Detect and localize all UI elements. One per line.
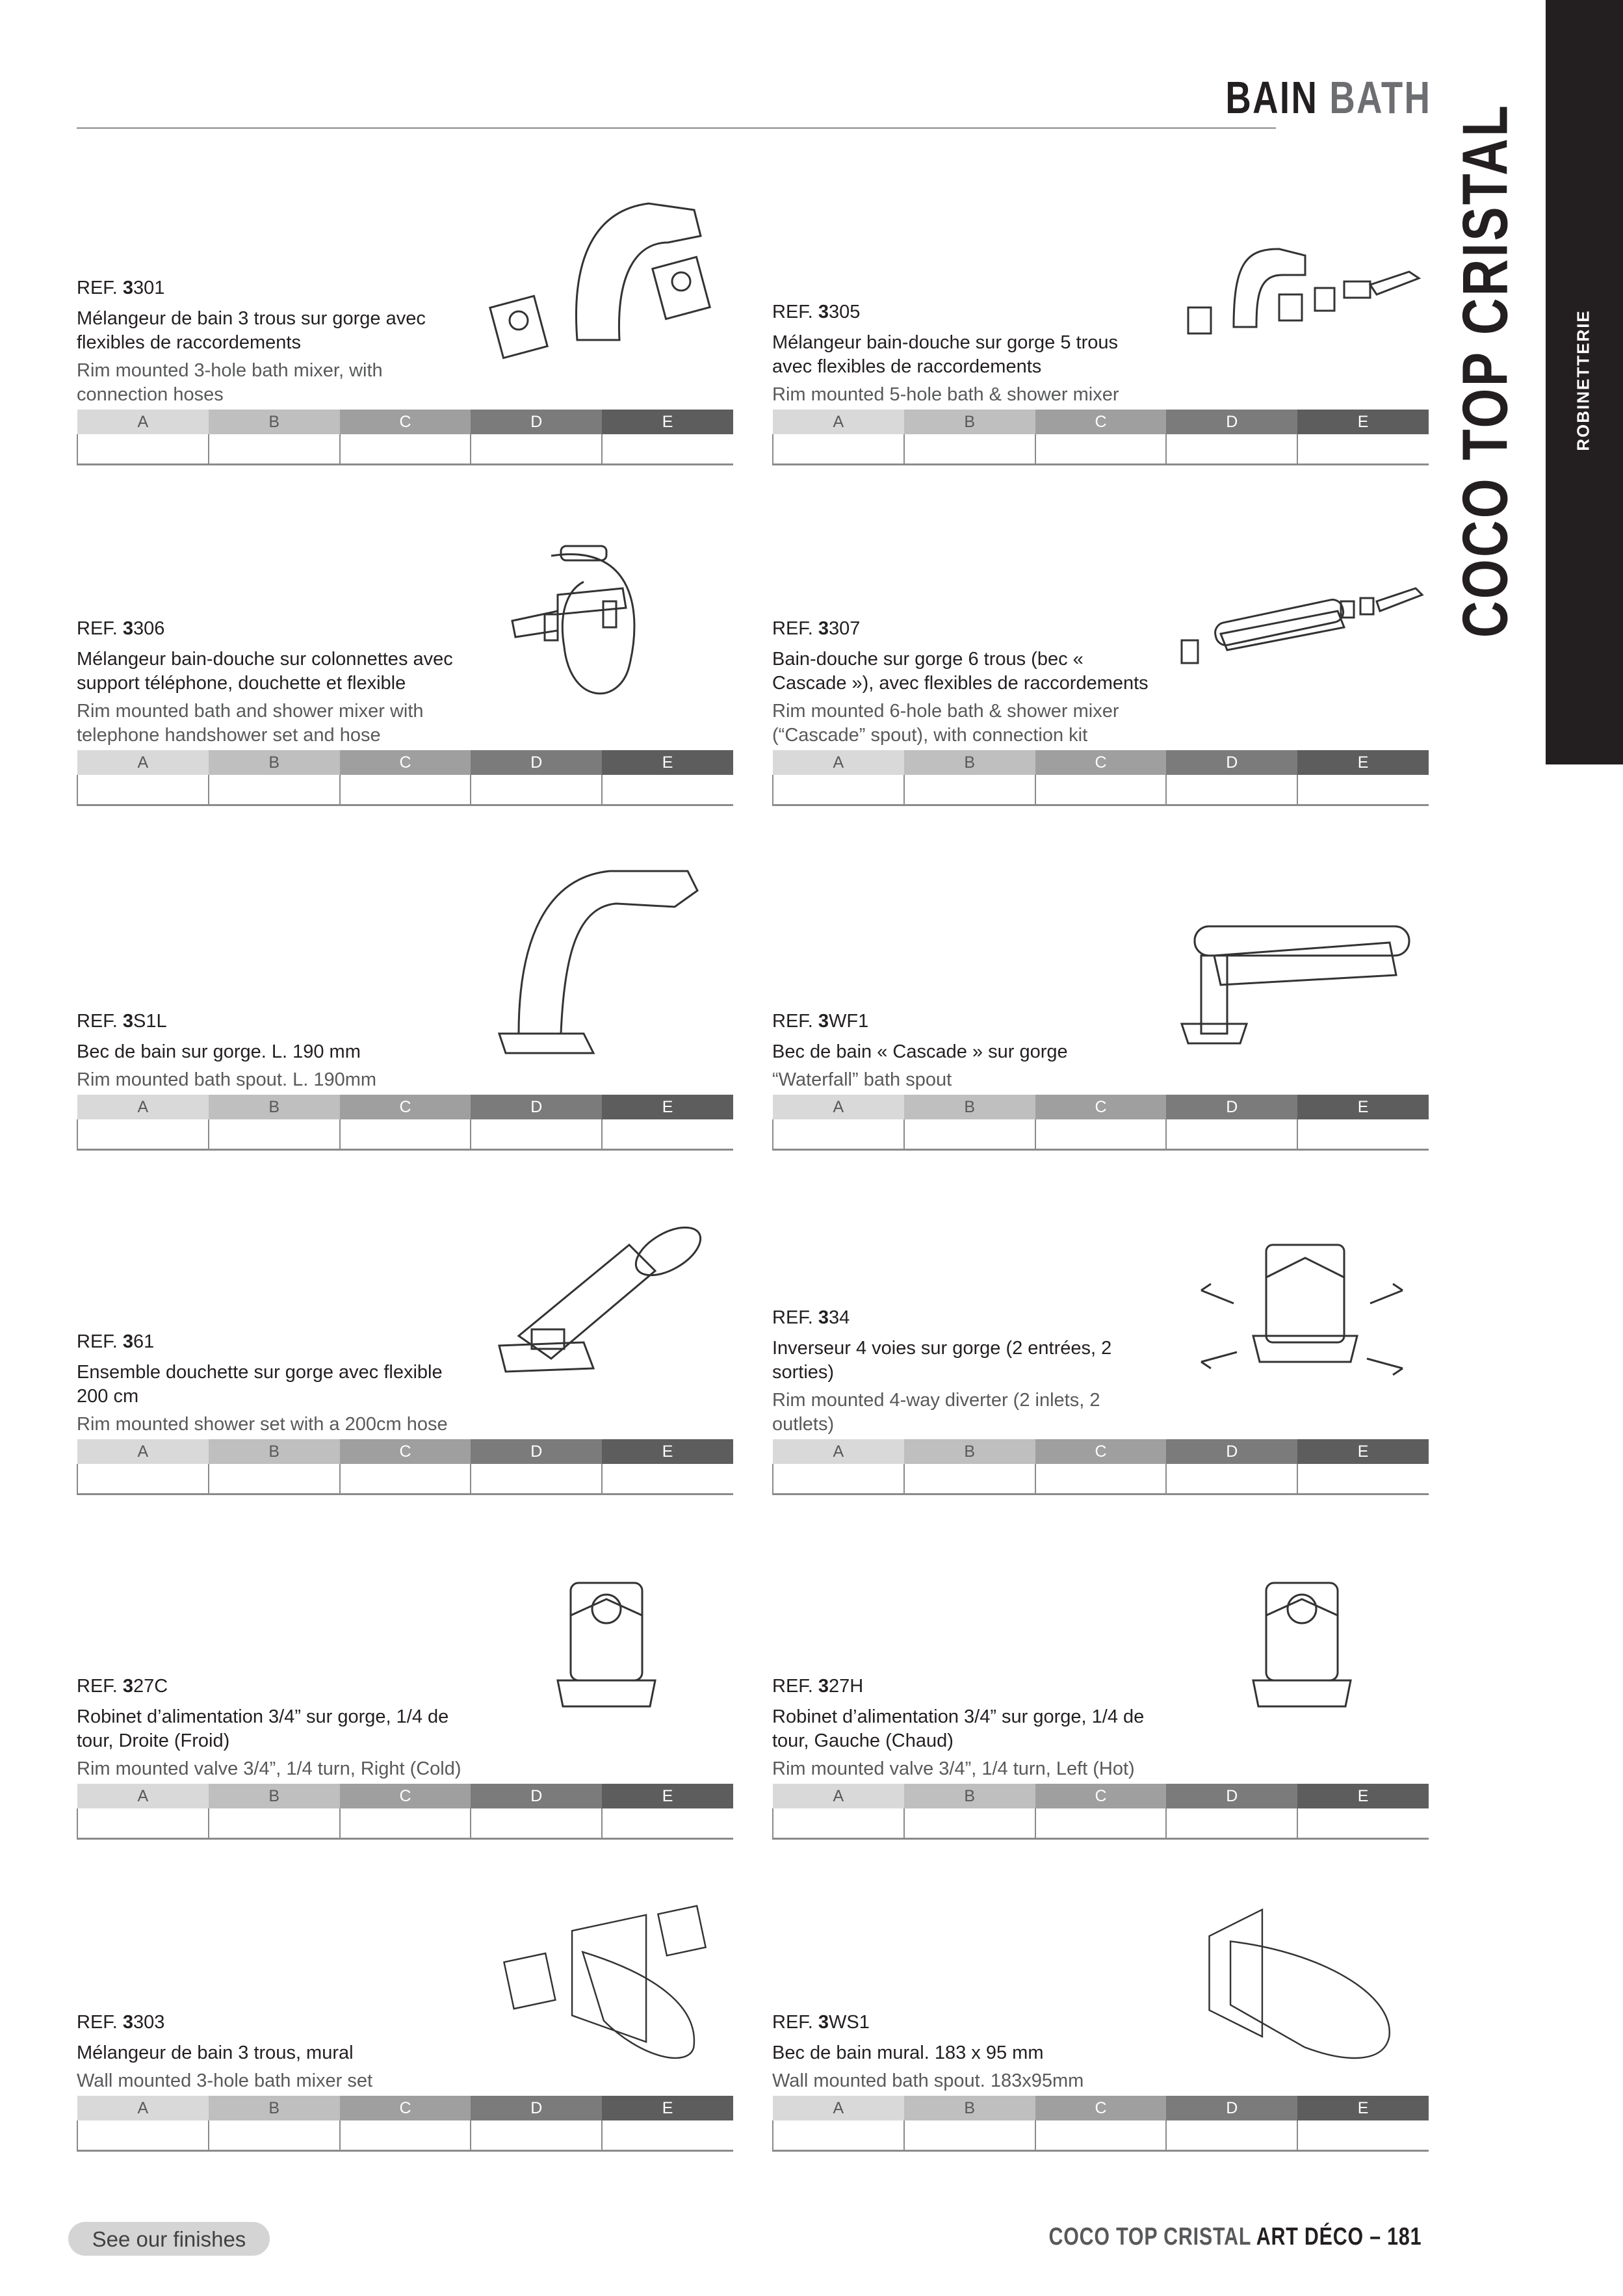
description-en: Rim mounted 3-hole bath mixer, with connection hoses (77, 360, 383, 405)
ref-label: REF. (772, 618, 818, 639)
finish-cell[interactable] (904, 434, 1035, 464)
description-fr: Mélangeur bain-douche sur gorge 5 trous avec flexibles de raccordements (772, 332, 1118, 377)
finish-header: B (209, 410, 340, 434)
finish-header: D (471, 750, 602, 775)
finish-cell[interactable] (471, 775, 602, 805)
finish-cell[interactable] (77, 2120, 209, 2150)
description-fr: Bec de bain mural. 183 x 95 mm (772, 2042, 1044, 2063)
finish-header: E (1297, 1439, 1429, 1464)
finish-header: A (773, 1439, 904, 1464)
product-card (77, 1888, 733, 2152)
ref-code: WS1 (829, 2012, 870, 2033)
ref-code: 61 (133, 1331, 155, 1352)
footer-collection: COCO TOP CRISTAL (1048, 2223, 1251, 2250)
finish-header: E (602, 750, 733, 775)
finish-cell[interactable] (602, 1464, 733, 1494)
ref-series: 3 (122, 618, 134, 639)
finish-cell[interactable] (602, 1119, 733, 1149)
finish-cell[interactable] (209, 775, 340, 805)
finish-cell[interactable] (340, 775, 471, 805)
finish-header: D (1166, 410, 1297, 434)
finish-cell[interactable] (1297, 434, 1429, 464)
ref-label: REF. (77, 618, 123, 639)
ref-series: 3 (122, 278, 134, 298)
ref-code: 34 (829, 1307, 850, 1328)
product-ref (77, 278, 467, 299)
collection-title: COCO TOP CRISTAL (1449, 103, 1521, 638)
ref-series: 3 (122, 2012, 134, 2033)
finish-header: B (209, 1439, 340, 1464)
description-en: Rim mounted valve 3/4”, 1/4 turn, Left (Hot) (772, 1758, 1135, 1779)
finish-header: D (1166, 1784, 1297, 1808)
finish-cell[interactable] (471, 1464, 602, 1494)
finish-cell[interactable] (1166, 1464, 1297, 1494)
finish-cell[interactable] (1035, 1808, 1167, 1838)
finish-table (77, 1784, 733, 1840)
description-en: Rim mounted 4-way diverter (2 inlets, 2 outlets) (772, 1390, 1100, 1435)
finish-cell[interactable] (340, 1119, 471, 1149)
telephone-shower-mixer-icon (480, 501, 733, 728)
finish-header: E (1297, 2096, 1429, 2120)
finish-cell[interactable] (1035, 1119, 1167, 1149)
product-description (772, 1676, 1162, 1781)
finish-cell[interactable] (773, 1119, 904, 1149)
description-fr: Robinet d’alimentation 3/4” sur gorge, 1/4 de tour, Gauche (Chaud) (772, 1706, 1145, 1751)
ref-label: REF. (77, 1011, 123, 1032)
ref-code: WF1 (829, 1011, 869, 1032)
finish-cell[interactable] (773, 775, 904, 805)
ref-code: 27C (133, 1676, 168, 1697)
ref-label: REF. (77, 1676, 123, 1697)
description-en: Rim mounted shower set with a 200cm hose (77, 1414, 448, 1435)
finish-header: A (77, 1439, 209, 1464)
finish-cell[interactable] (340, 434, 471, 464)
product-card (772, 845, 1429, 1151)
finish-table (77, 2096, 733, 2152)
ref-code: 303 (133, 2012, 165, 2033)
finish-cell[interactable] (471, 1808, 602, 1838)
product-card (772, 1888, 1429, 2152)
finish-cell[interactable] (77, 1464, 209, 1494)
ref-label: REF. (772, 1307, 818, 1328)
page-title-en: BATH (1329, 72, 1431, 123)
page-title-fr: BAIN (1225, 72, 1318, 123)
handshower-set-icon (480, 1190, 733, 1417)
finish-header: C (340, 1439, 471, 1464)
page-footer (1048, 2223, 1422, 2251)
finish-cell[interactable] (1297, 1119, 1429, 1149)
product-ref (77, 1676, 467, 1697)
finish-header: D (471, 1439, 602, 1464)
finish-table (772, 1439, 1429, 1495)
finish-header: A (773, 1784, 904, 1808)
finish-header: E (602, 1095, 733, 1119)
description-fr: Mélangeur de bain 3 trous, mural (77, 2042, 354, 2063)
finish-cell[interactable] (209, 2120, 340, 2150)
finish-header: E (602, 410, 733, 434)
finish-cell[interactable] (340, 2120, 471, 2150)
product-description (772, 1011, 1162, 1092)
product-description (772, 618, 1162, 748)
ref-code: 307 (829, 618, 861, 639)
ref-series: 3 (818, 2012, 829, 2033)
description-en: Rim mounted bath spout. L. 190mm (77, 1069, 377, 1090)
finish-cell[interactable] (209, 1808, 340, 1838)
finish-cell[interactable] (1166, 1119, 1297, 1149)
product-ref (772, 1676, 1162, 1697)
page-number: – 181 (1369, 2223, 1422, 2250)
finish-cell[interactable] (1166, 2120, 1297, 2150)
finish-header: E (602, 1784, 733, 1808)
ref-code: 306 (133, 618, 165, 639)
product-description (77, 2012, 467, 2093)
finish-cell[interactable] (1297, 1808, 1429, 1838)
finish-header: B (904, 750, 1035, 775)
finish-header: B (209, 750, 340, 775)
ref-label: REF. (772, 2012, 818, 2033)
finish-header: A (773, 1095, 904, 1119)
finish-header: C (1035, 1095, 1167, 1119)
finish-cell[interactable] (340, 1464, 471, 1494)
product-card (77, 501, 733, 806)
finish-header: A (773, 750, 904, 775)
ref-label: REF. (772, 1011, 818, 1032)
description-fr: Bain-douche sur gorge 6 trous (bec « Cascade »), avec flexibles de raccordements (772, 649, 1149, 694)
finish-cell[interactable] (904, 775, 1035, 805)
valve-icon (1175, 1534, 1429, 1762)
finish-header: E (1297, 1784, 1429, 1808)
finish-cell[interactable] (904, 1119, 1035, 1149)
product-description (77, 278, 467, 407)
finish-header: E (602, 1439, 733, 1464)
bath-spout-icon (480, 845, 733, 1073)
finish-cell[interactable] (602, 434, 733, 464)
ref-code: 301 (133, 278, 165, 298)
product-description (772, 2012, 1162, 2093)
finish-cell[interactable] (773, 2120, 904, 2150)
finish-header: D (471, 410, 602, 434)
finish-cell[interactable] (77, 434, 209, 464)
product-ref (772, 2012, 1162, 2033)
finish-cell[interactable] (471, 434, 602, 464)
finish-table (772, 1095, 1429, 1151)
finish-header: D (471, 1095, 602, 1119)
finish-cell[interactable] (602, 1808, 733, 1838)
description-en: Rim mounted valve 3/4”, 1/4 turn, Right (Cold) (77, 1758, 461, 1779)
ref-series: 3 (122, 1331, 134, 1352)
product-ref (77, 618, 467, 640)
ref-label: REF. (77, 1331, 123, 1352)
finish-cell[interactable] (1166, 434, 1297, 464)
finish-table (772, 410, 1429, 465)
description-en: “Waterfall” bath spout (772, 1069, 952, 1090)
finish-cell[interactable] (602, 2120, 733, 2150)
finish-header: B (904, 2096, 1035, 2120)
finish-header: C (340, 1095, 471, 1119)
finish-cell[interactable] (904, 2120, 1035, 2150)
finish-header: D (471, 1784, 602, 1808)
finish-header: B (904, 410, 1035, 434)
finish-header: B (209, 1784, 340, 1808)
finish-table (772, 750, 1429, 806)
finish-header: D (471, 2096, 602, 2120)
description-fr: Bec de bain sur gorge. L. 190 mm (77, 1041, 361, 1062)
finish-cell[interactable] (1035, 1464, 1167, 1494)
ref-series: 3 (818, 1307, 829, 1328)
description-fr: Inverseur 4 voies sur gorge (2 entrées, 2 sorties) (772, 1338, 1112, 1383)
5-hole-bath-shower-mixer-icon (1175, 163, 1429, 387)
finish-header: D (1166, 750, 1297, 775)
footer-style: ART DÉCO (1256, 2223, 1364, 2250)
finish-cell[interactable] (209, 1119, 340, 1149)
finish-header: D (1166, 1439, 1297, 1464)
finish-header: C (1035, 410, 1167, 434)
finish-header: C (1035, 2096, 1167, 2120)
finish-cell[interactable] (1035, 2120, 1167, 2150)
product-card (77, 163, 733, 465)
finish-table (77, 410, 733, 465)
ref-label: REF. (77, 2012, 123, 2033)
product-ref (772, 302, 1162, 323)
ref-series: 3 (122, 1676, 134, 1697)
finish-header: B (904, 1095, 1035, 1119)
wall-spout-icon (1175, 1888, 1429, 2074)
see-finishes-button[interactable]: See our finishes (68, 2222, 270, 2256)
description-en: Wall mounted 3-hole bath mixer set (77, 2070, 373, 2091)
ref-series: 3 (122, 1011, 134, 1032)
finish-header: E (602, 2096, 733, 2120)
finish-header: C (340, 410, 471, 434)
category-tab-label: ROBINETTERIE (1573, 309, 1593, 451)
ref-series: 3 (818, 1676, 829, 1697)
finish-cell[interactable] (77, 775, 209, 805)
header-divider (77, 127, 1276, 129)
wall-mounted-mixer-icon (480, 1888, 733, 2074)
ref-series: 3 (818, 302, 829, 322)
product-card (772, 501, 1429, 806)
finish-cell[interactable] (471, 1119, 602, 1149)
finish-header: C (340, 2096, 471, 2120)
finish-header: B (904, 1439, 1035, 1464)
description-fr: Mélangeur de bain 3 trous sur gorge avec flexibles de raccordements (77, 308, 426, 353)
product-card (772, 163, 1429, 465)
finish-header: E (1297, 750, 1429, 775)
finish-table (772, 2096, 1429, 2152)
finish-cell[interactable] (77, 1119, 209, 1149)
description-en: Rim mounted bath and shower mixer with telephone handshower set and hose (77, 701, 424, 746)
finish-cell[interactable] (1297, 2120, 1429, 2150)
ref-label: REF. (77, 278, 123, 298)
description-fr: Bec de bain « Cascade » sur gorge (772, 1041, 1068, 1062)
finish-header: E (1297, 1095, 1429, 1119)
description-en: Rim mounted 5-hole bath & shower mixer (772, 384, 1119, 405)
description-fr: Mélangeur bain-douche sur colonnettes avec support téléphone, douchette et flexible (77, 649, 453, 694)
finish-header: A (77, 410, 209, 434)
ref-code: S1L (133, 1011, 167, 1032)
product-description (77, 1011, 467, 1092)
finish-cell[interactable] (773, 1464, 904, 1494)
finish-cell[interactable] (1035, 775, 1167, 805)
finish-header: C (340, 1784, 471, 1808)
finish-header: A (77, 2096, 209, 2120)
finish-header: B (904, 1784, 1035, 1808)
description-fr: Ensemble douchette sur gorge avec flexible 200 cm (77, 1362, 443, 1407)
finish-cell[interactable] (471, 2120, 602, 2150)
finish-header: C (1035, 1784, 1167, 1808)
finish-cell[interactable] (209, 1464, 340, 1494)
finish-cell[interactable] (1297, 775, 1429, 805)
product-description (77, 1676, 467, 1781)
description-en: Rim mounted 6-hole bath & shower mixer (“Cascade” spout), with connection kit (772, 701, 1119, 746)
finish-cell[interactable] (1166, 775, 1297, 805)
finish-table (77, 1439, 733, 1495)
page-title (1225, 72, 1431, 124)
ref-series: 3 (818, 618, 829, 639)
product-ref (77, 1331, 467, 1353)
product-description (77, 618, 467, 748)
product-description (772, 1307, 1162, 1437)
finish-table (77, 750, 733, 806)
finish-table (772, 1784, 1429, 1840)
description-en: Wall mounted bath spout. 183x95mm (772, 2070, 1084, 2091)
finish-header: C (1035, 1439, 1167, 1464)
finish-header: C (340, 750, 471, 775)
ref-label: REF. (772, 1676, 818, 1697)
ref-label: REF. (772, 302, 818, 322)
finish-cell[interactable] (1035, 434, 1167, 464)
product-card (772, 1534, 1429, 1840)
finish-cell[interactable] (904, 1808, 1035, 1838)
product-card (77, 1534, 733, 1840)
description-fr: Robinet d’alimentation 3/4” sur gorge, 1/4 de tour, Droite (Froid) (77, 1706, 449, 1751)
finish-cell[interactable] (602, 775, 733, 805)
ref-code: 305 (829, 302, 861, 322)
finish-cell[interactable] (209, 434, 340, 464)
finish-cell[interactable] (904, 1464, 1035, 1494)
finish-table (77, 1095, 733, 1151)
product-description (77, 1331, 467, 1437)
ref-code: 27H (829, 1676, 864, 1697)
4-way-diverter-icon (1175, 1190, 1429, 1417)
finish-header: A (77, 750, 209, 775)
product-card (77, 1190, 733, 1495)
finish-cell[interactable] (340, 1808, 471, 1838)
finish-header: B (209, 2096, 340, 2120)
finish-header: A (77, 1784, 209, 1808)
product-ref (77, 1011, 467, 1032)
finish-header: A (77, 1095, 209, 1119)
finish-header: A (773, 2096, 904, 2120)
6-hole-cascade-mixer-icon (1175, 501, 1429, 728)
waterfall-spout-icon (1175, 845, 1429, 1073)
finish-header: D (1166, 1095, 1297, 1119)
product-ref (772, 618, 1162, 640)
finish-header: A (773, 410, 904, 434)
finish-header: B (209, 1095, 340, 1119)
finish-cell[interactable] (77, 1808, 209, 1838)
product-ref (772, 1307, 1162, 1329)
finish-header: E (1297, 410, 1429, 434)
finish-header: C (1035, 750, 1167, 775)
finish-cell[interactable] (1297, 1464, 1429, 1494)
3-hole-bath-mixer-icon (480, 163, 733, 387)
product-ref (77, 2012, 467, 2033)
finish-cell[interactable] (773, 1808, 904, 1838)
finish-header: D (1166, 2096, 1297, 2120)
product-card (772, 1190, 1429, 1495)
product-ref (772, 1011, 1162, 1032)
finish-cell[interactable] (773, 434, 904, 464)
product-card (77, 845, 733, 1151)
ref-series: 3 (818, 1011, 829, 1032)
product-description (772, 302, 1162, 407)
finish-cell[interactable] (1166, 1808, 1297, 1838)
valve-icon (480, 1534, 733, 1762)
